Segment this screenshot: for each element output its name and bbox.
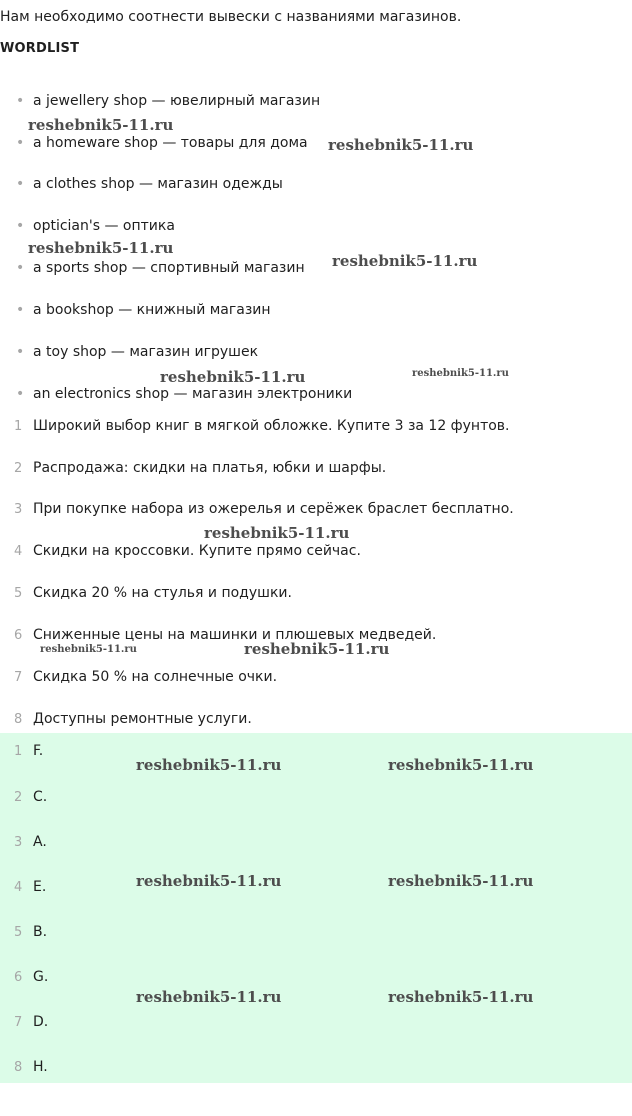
sign-item: [14, 668, 277, 687]
sign-text: Скидка 20 % на стулья и подушки.: [33, 585, 292, 601]
answer-number: 8: [14, 1060, 23, 1075]
answer-number: 4: [14, 880, 23, 895]
sign-text: Скидки на кроссовки. Купите прямо сейчас.: [33, 543, 361, 559]
sign-text: Скидка 50 % на солнечные очки.: [33, 669, 278, 685]
sign-item: [14, 459, 386, 478]
watermark: reshebnik5-11.ru: [136, 988, 282, 1006]
sign-item: [14, 417, 510, 436]
watermark: reshebnik5-11.ru: [28, 116, 174, 134]
answer-text: G.: [33, 969, 49, 985]
answer-text: D.: [33, 1014, 49, 1030]
bullet-icon: •: [16, 176, 25, 192]
wordlist-item: [16, 217, 175, 235]
sign-number: 3: [14, 502, 23, 517]
intro-text: Нам необходимо соотнести вывески с названиями магазинов.: [0, 9, 462, 25]
wordlist-item: [16, 385, 352, 403]
answer-number: 5: [14, 925, 23, 940]
answer-item: [14, 788, 47, 807]
sign-number: 5: [14, 586, 23, 601]
wordlist-item: [16, 92, 320, 110]
answer-item: [14, 1013, 48, 1032]
answer-number: 6: [14, 970, 23, 985]
wordlist-item-text: a sports shop — спортивный магазин: [33, 260, 305, 276]
bullet-icon: •: [16, 135, 25, 151]
sign-number: 7: [14, 670, 23, 685]
answer-item: [14, 968, 48, 987]
watermark: reshebnik5-11.ru: [28, 239, 174, 257]
wordlist-item-text: a homeware shop — товары для дома: [33, 135, 308, 151]
sign-item: [14, 500, 514, 519]
wordlist-item: [16, 134, 308, 152]
sign-number: 6: [14, 628, 23, 643]
sign-number: 1: [14, 419, 23, 434]
bullet-icon: •: [16, 218, 25, 234]
watermark: reshebnik5-11.ru: [204, 524, 350, 542]
watermark: reshebnik5-11.ru: [332, 252, 478, 270]
wordlist-item: [16, 175, 283, 193]
answer-item: [14, 878, 46, 897]
wordlist-item-text: a toy shop — магазин игрушек: [33, 344, 259, 360]
wordlist-item: [16, 259, 305, 277]
answer-text: E.: [33, 879, 47, 895]
answer-number: 7: [14, 1015, 23, 1030]
answer-text: H.: [33, 1059, 48, 1075]
sign-item: [14, 542, 361, 561]
bullet-icon: •: [16, 344, 25, 360]
watermark: reshebnik5-11.ru: [388, 756, 534, 774]
sign-text: Сниженные цены на машинки и плюшевых медведей.: [33, 627, 437, 643]
answer-item: [14, 1058, 48, 1077]
sign-number: 2: [14, 461, 23, 476]
bullet-icon: •: [16, 386, 25, 402]
watermark: reshebnik5-11.ru: [136, 872, 282, 890]
answer-item: [14, 923, 47, 942]
wordlist-item-text: a clothes shop — магазин одежды: [33, 176, 283, 192]
wordlist-item: [16, 301, 271, 319]
wordlist-item-text: an electronics shop — магазин электроники: [33, 386, 353, 402]
watermark: reshebnik5-11.ru: [136, 756, 282, 774]
answer-item: [14, 833, 47, 852]
answer-number: 3: [14, 835, 23, 850]
sign-text: Распродажа: скидки на платья, юбки и шарфы.: [33, 460, 387, 476]
bullet-icon: •: [16, 93, 25, 109]
watermark: reshebnik5-11.ru: [160, 368, 306, 386]
answer-text: B.: [33, 924, 48, 940]
sign-number: 4: [14, 544, 23, 559]
watermark: reshebnik5-11.ru: [412, 368, 509, 379]
watermark: reshebnik5-11.ru: [40, 644, 137, 655]
wordlist-heading: WORDLIST: [0, 41, 80, 56]
bullet-icon: •: [16, 260, 25, 276]
sign-item: [14, 584, 292, 603]
answer-number: 2: [14, 790, 23, 805]
sign-text: Широкий выбор книг в мягкой обложке. Купите 3 за 12 фунтов.: [33, 418, 510, 434]
answer-number: 1: [14, 744, 23, 759]
watermark: reshebnik5-11.ru: [328, 136, 474, 154]
sign-item: [14, 710, 252, 729]
wordlist-item-text: a bookshop — книжный магазин: [33, 302, 271, 318]
sign-text: При покупке набора из ожерелья и серёжек браслет бесплатно.: [33, 501, 514, 517]
wordlist-item-text: a jewellery shop — ювелирный магазин: [33, 93, 321, 109]
answers-panel: [0, 733, 632, 1083]
wordlist-item: [16, 343, 258, 361]
bullet-icon: •: [16, 302, 25, 318]
watermark: reshebnik5-11.ru: [388, 988, 534, 1006]
answer-text: C.: [33, 789, 48, 805]
sign-text: Доступны ремонтные услуги.: [33, 711, 252, 727]
answer-text: F.: [33, 743, 44, 759]
sign-number: 8: [14, 712, 23, 727]
wordlist-item-text: optician's — оптика: [33, 218, 175, 234]
watermark: reshebnik5-11.ru: [244, 640, 390, 658]
answer-item: [14, 742, 43, 761]
watermark: reshebnik5-11.ru: [388, 872, 534, 890]
answer-text: A.: [33, 834, 47, 850]
